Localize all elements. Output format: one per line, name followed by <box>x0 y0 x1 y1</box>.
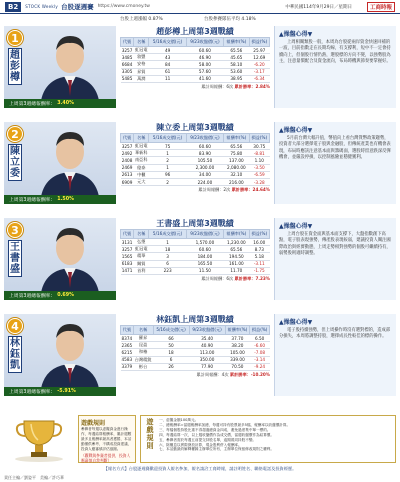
holdings-table-block <box>120 26 270 108</box>
table-header: 名稱 <box>134 134 149 143</box>
table-cell: 3257 <box>121 246 133 252</box>
table-row <box>121 61 270 68</box>
name-char: 林 <box>10 338 20 349</box>
rules-title: 遊戲規則 <box>81 420 106 427</box>
return-value: 1.50% <box>57 197 74 202</box>
table-cell: 羅昇 <box>133 335 153 342</box>
holdings-table-block <box>120 122 270 204</box>
table-header: 9/23收盤價(元) <box>186 230 223 239</box>
table-header: 9/23收盤價(元) <box>186 134 223 143</box>
name-char: 立 <box>10 157 20 168</box>
table-cell: 8374 <box>121 335 133 341</box>
table-cell: 2 <box>149 157 186 164</box>
table-row <box>121 171 270 178</box>
table-header-row <box>121 38 270 47</box>
return-value: 0.69% <box>57 293 74 298</box>
table-row <box>121 253 270 260</box>
holdings-table <box>120 325 270 371</box>
table-cell: 2,080.00 <box>224 164 250 171</box>
table-cell: 精華 <box>134 253 149 260</box>
table-cell: -3.17 <box>249 68 269 75</box>
table-cell: -9.24 <box>250 363 270 370</box>
holdings-table <box>120 37 270 83</box>
table-cell: 105.00 <box>225 349 250 356</box>
game-rule-item: 四、每週結算一次，以上週收盤價作為成交價，當週收盤價作為結算價。 <box>159 432 274 437</box>
table-cell: 53.60 <box>224 68 250 75</box>
table-cell: 虹冠電 <box>134 143 148 149</box>
table-cell: -6.59 <box>249 171 269 178</box>
name-char: 彭 <box>10 61 20 72</box>
table-cell: 25.97 <box>249 47 269 54</box>
table-cell: 1 <box>149 239 186 246</box>
table-cell: 6909 <box>121 179 133 185</box>
table-cell: 184.00 <box>186 253 223 260</box>
note-title: ▲操盤心得▼ <box>279 127 313 134</box>
table-cell: -6.20 <box>249 61 269 68</box>
table-row <box>121 239 270 246</box>
contestant-photo <box>4 314 116 396</box>
table-cell: 昆盈 <box>133 342 153 349</box>
trading-note <box>274 122 396 204</box>
game-rules-box <box>140 415 396 463</box>
table-cell: 60.60 <box>186 47 223 54</box>
table-cell: 元大 <box>134 178 149 185</box>
rules-box <box>78 415 136 463</box>
table-cell: 萬潤 <box>134 75 149 82</box>
table-cell: 3131 <box>121 239 133 245</box>
table-cell: 中櫃 <box>134 171 149 178</box>
table-cell: 77.90 <box>189 363 225 370</box>
return-label: 上周第3週總報酬率： <box>9 294 56 299</box>
game-rules-list <box>159 418 393 452</box>
trading-note <box>274 26 396 108</box>
cumulative-rate: 累計勝率：24.64% <box>231 187 270 193</box>
header-url[interactable]: https://www.cmoney.tw <box>97 4 150 9</box>
table-header: 5/16成交價(元) <box>149 38 186 47</box>
cumulative-rate: 累計勝率：7.23% <box>234 275 270 281</box>
table-cell: 66 <box>153 335 189 342</box>
table-cell: 45.65 <box>224 54 250 61</box>
table-cell: 194.50 <box>224 253 250 260</box>
contestant-panel <box>4 26 396 108</box>
table-cell: 30.75 <box>249 143 269 150</box>
name-char: 盛 <box>10 264 20 275</box>
table-row <box>121 164 270 171</box>
table-cell: 46.90 <box>186 54 223 61</box>
table-cell: 南亞科 <box>134 157 148 163</box>
table-cell: 223 <box>149 267 186 274</box>
table-cell: 2,300.00 <box>186 164 223 171</box>
table-row <box>121 143 270 150</box>
table-row <box>121 47 270 54</box>
table-cell: 75 <box>149 143 186 150</box>
table-cell: 37.70 <box>225 335 250 342</box>
page-header <box>0 0 400 14</box>
table-cell: 1 <box>149 150 186 157</box>
table-header: 5/16成交價(元) <box>153 326 189 335</box>
table-cell: -3.11 <box>249 260 269 267</box>
table-header: 損益(%) <box>249 230 269 239</box>
cumulative-weeks: 累計周報酬：4次 <box>196 371 229 377</box>
table-cell: 弘塑 <box>134 239 149 246</box>
table-cell: -3.50 <box>249 164 269 171</box>
header-date: 中華民國114年9月29日／星期日 <box>285 4 352 10</box>
return-label: 上周第3週總報酬率： <box>9 102 56 107</box>
table-cell: -3.14 <box>250 356 270 363</box>
trophy-graphic <box>4 415 74 463</box>
table-cell: -7.08 <box>250 349 270 356</box>
table-cell: 43 <box>149 54 186 61</box>
table-cell: 57.60 <box>186 68 223 75</box>
table-cell: 38.95 <box>224 75 250 82</box>
table-cell: -6.34 <box>249 75 269 82</box>
table-footer <box>120 84 270 90</box>
game-rule-item: 六、除權息以實際發放計算，現金股利併入報酬率。 <box>159 442 242 447</box>
game-rules-title: 遊戲規則 <box>146 418 154 450</box>
holdings-table-block <box>120 218 270 300</box>
table-cell: 1.10 <box>249 157 269 164</box>
table-row <box>121 342 270 349</box>
table-cell: 6.50 <box>250 335 270 342</box>
table-cell: 和椿 <box>133 349 153 356</box>
table-cell: 安格 <box>134 61 149 68</box>
table-cell: 113.00 <box>189 349 225 356</box>
newspaper-logo: 工商時報 <box>367 2 395 12</box>
contestant-panel <box>4 122 396 204</box>
table-cell: 96 <box>149 171 186 178</box>
table-header: 名稱 <box>133 326 153 335</box>
table-cell: 26 <box>153 363 189 370</box>
table-cell: 32.10 <box>224 171 250 178</box>
table-cell: 2492 <box>121 150 133 156</box>
contestant-photo <box>4 218 116 300</box>
table-cell: 3305 <box>121 69 133 75</box>
table-header-row <box>121 230 270 239</box>
table-cell: 350.00 <box>189 356 225 363</box>
weekly-return-bar <box>4 195 116 204</box>
table-cell: 18 <box>149 246 186 253</box>
table-cell: 165.50 <box>186 260 223 267</box>
table-cell: 60.60 <box>186 246 223 253</box>
table-title: 王書盛上周第3週戰績 <box>156 219 234 228</box>
table-cell: 11 <box>149 75 186 82</box>
game-rule-item: 二、總報酬率=當週報酬率加總，每週可持有股票最多5檔，報酬率以收盤價計算。 <box>159 422 291 427</box>
table-header: 報酬率(%) <box>225 326 250 335</box>
table-cell: 敘豐 <box>134 54 149 61</box>
table-row <box>121 335 270 342</box>
table-header: 5/16成交價(元) <box>149 230 186 239</box>
table-header: 代號 <box>121 326 134 335</box>
table-cell: 70.50 <box>225 363 250 370</box>
contestant-name <box>8 144 22 181</box>
cumulative-rate: 累計勝率：2.84% <box>234 83 270 89</box>
table-cell: 58.00 <box>186 61 223 68</box>
credits: 責任主編／劉姿平 美編／許巧華 <box>4 475 64 480</box>
table-cell: 35.40 <box>189 335 225 342</box>
table-cell: 5.18 <box>249 253 269 260</box>
table-header: 5/16成交價(元) <box>149 134 186 143</box>
table-cell: 2 <box>149 178 186 185</box>
table-row <box>121 75 270 82</box>
table-header: 報酬率(%) <box>224 134 250 143</box>
name-char: 陳 <box>10 146 20 157</box>
table-cell: 40.90 <box>189 342 225 349</box>
table-row <box>121 54 270 61</box>
table-cell: 3485 <box>121 54 133 60</box>
weekly-return-bar <box>4 291 116 300</box>
trading-note <box>274 218 396 300</box>
table-cell: 3257 <box>121 47 133 53</box>
table-cell: 虹冠電 <box>134 246 148 252</box>
table-cell: 83.90 <box>186 150 223 157</box>
name-char: 委 <box>10 168 20 179</box>
table-cell: 3 <box>149 253 186 260</box>
name-char: 書 <box>10 253 20 264</box>
table-row <box>121 363 270 370</box>
rank-badge: 2 <box>7 126 23 142</box>
holdings-table <box>120 133 270 186</box>
table-cell: 彬台 <box>133 363 153 370</box>
table-header-row <box>121 134 270 143</box>
table-cell: 105.50 <box>186 157 223 164</box>
table-header: 9/23收盤價(元) <box>189 326 225 335</box>
table-cell: 台灣精銳 <box>134 356 152 362</box>
holdings-table-block <box>120 314 270 396</box>
table-cell: 65.56 <box>224 143 250 150</box>
game-rule-item: 一、虛擬金額100萬元。 <box>159 418 199 422</box>
avg-summary: 台股參賽隊伍平均 4.18% <box>204 17 256 22</box>
table-cell: 1,230.00 <box>224 239 250 246</box>
table-cell: -1.75 <box>249 267 269 274</box>
trading-note <box>274 314 396 396</box>
taiex-summary: 台股上週漲幅 0.87% <box>120 17 163 22</box>
table-header: 報酬率(%) <box>224 230 250 239</box>
contestant-name <box>8 336 22 373</box>
table-footer <box>120 276 270 282</box>
contestant-panel <box>4 314 396 396</box>
table-footer <box>120 372 270 378</box>
table-cell: 6215 <box>121 349 133 355</box>
table-header: 代號 <box>121 230 134 239</box>
note-body: 電子股持續強勢，但上周操作時沒有選對標的，造成部分損失，本周將調整持股，選擇成長性較佳的標的操作。 <box>279 328 391 340</box>
note-title: ▲操盤心得▼ <box>279 223 313 230</box>
game-rule-item: 三、每檔個股持股比重不得超過總資金四成，避免過度集中單一標的。 <box>159 427 271 432</box>
table-title: 陳立委上周第3週戰績 <box>156 123 234 132</box>
table-cell: 6 <box>149 260 186 267</box>
table-cell: 3379 <box>121 364 133 370</box>
contestant-name <box>8 48 22 85</box>
return-label: 上周第3週總報酬率： <box>9 390 56 395</box>
table-header: 報酬率(%) <box>224 38 250 47</box>
table-title: 趙彭樽上周第3週戰績 <box>156 27 234 36</box>
trophy-icon <box>4 415 74 463</box>
table-cell: 1,570.00 <box>186 239 223 246</box>
signup-note: 【報名方式】台股逐週賽歡迎投資人報名參加，報名請洽工商時報，請註明姓名、聯絡電話及投資經歷。 <box>103 466 297 471</box>
note-body: 上周相關類股一般，本周為台股從兩岸資金快速回補的一波，目前指數走在長期均線，有支撐利，短中不一定會持續向上，但個股行情仍熱，選股標的方向不變，以強勢股為主，注意量價配合及資金流向，布局時機與節奏要掌握好。 <box>279 40 391 65</box>
table-cell: 6684 <box>121 61 133 67</box>
table-header: 代號 <box>121 38 134 47</box>
rank-badge: 4 <box>7 318 23 334</box>
table-cell: 137.00 <box>224 157 250 164</box>
table-cell: 50 <box>153 342 189 349</box>
table-header: 代號 <box>121 134 134 143</box>
note-title: ▲操盤心得▼ <box>279 319 313 326</box>
cumulative-weeks: 累計周報酬：6次 <box>201 275 234 281</box>
cumulative-rate: 累計勝率：-10.20% <box>229 371 270 377</box>
rank-badge: 3 <box>7 222 23 238</box>
paper-name: STOCK Weekly <box>25 4 59 9</box>
table-cell: 6183 <box>121 261 133 267</box>
weekly-return-bar <box>4 99 116 108</box>
table-cell: 關貿 <box>134 260 149 267</box>
rules-body: 參賽者每週以虛擬資金進行操作，每週結算報酬率，累計週數最多且報酬率最高者獲勝，本活動僅供參考，不構成投資建議，投資人應審慎評估風險。 <box>81 427 132 451</box>
table-cell: -8.81 <box>249 150 269 157</box>
section-title: 台股逐週賽 <box>61 3 94 11</box>
table-cell: 11.70 <box>224 267 250 274</box>
table-row <box>121 178 270 185</box>
note-body: 上周台股在資金面與基本面支撐下，大盤指數創下高點，電子股表現強勢，傳產股表現較弱，建議投資人關注國際政治與經濟動態，上周走勢相對強勢的個股可繼續持有，弱勢股則適時調整。 <box>279 232 391 257</box>
table-cell: 2365 <box>121 342 133 348</box>
table-cell: 2613 <box>121 172 133 178</box>
table-cell: 8.73 <box>249 246 269 253</box>
table-cell: 60.60 <box>186 143 223 150</box>
table-row <box>121 260 270 267</box>
name-char: 王 <box>10 242 20 253</box>
note-body: 5月前台灣大幅升值，幣值向上看台灣貨幣政策趨勢，投資者大部分選擇電子股與金融股，但傳統產業也有機會表現，布局時應該注意基本面與籌碼面，選股時留意跌深反彈機會，並嚴設停損，以控制風險並穩健獲利。 <box>279 136 391 161</box>
return-value: -5.91% <box>57 389 76 394</box>
table-row <box>121 68 270 75</box>
table-cell: 41.60 <box>186 75 223 82</box>
contestant-photo <box>4 122 116 204</box>
table-cell: 億泰 <box>134 164 149 171</box>
name-char: 鈺 <box>10 349 20 360</box>
table-row <box>121 267 270 274</box>
table-cell: 216.00 <box>224 178 250 185</box>
table-row <box>121 349 270 356</box>
table-row <box>121 246 270 253</box>
table-cell: 11.50 <box>186 267 223 274</box>
weekly-return-bar <box>4 387 116 396</box>
table-cell: 18 <box>153 349 189 356</box>
table-row <box>121 157 270 164</box>
table-cell: 58.10 <box>224 61 250 68</box>
return-label: 上周第3週總報酬率： <box>9 198 56 203</box>
table-cell: 3257 <box>121 143 133 149</box>
name-char: 凱 <box>10 360 20 371</box>
table-header: 損益(%) <box>249 38 269 47</box>
table-title: 林鈺凱上周第3週戰績 <box>156 315 234 324</box>
table-cell: 65.56 <box>224 47 250 54</box>
bottom-section <box>4 415 396 463</box>
table-cell: 5485 <box>121 76 133 82</box>
note-title: ▲操盤心得▼ <box>279 31 313 38</box>
table-cell: 4583 <box>121 357 133 363</box>
table-cell: 38.20 <box>225 342 250 349</box>
table-header: 損益(%) <box>250 326 270 335</box>
rules-disclaimer: （觀戰與參賽者提供，投資人應審慎自我判斷） <box>81 453 131 463</box>
table-cell: 84 <box>149 61 186 68</box>
name-char: 趙 <box>10 50 20 61</box>
table-cell: 6 <box>153 356 189 363</box>
table-cell: 65.56 <box>224 246 250 253</box>
holdings-table <box>120 229 270 275</box>
table-cell: 虹冠電 <box>134 47 148 53</box>
name-char: 樽 <box>10 72 20 83</box>
table-row <box>121 150 270 157</box>
cumulative-weeks: 累計周報酬：2次 <box>198 187 231 193</box>
contestant-panel <box>4 218 396 300</box>
table-cell: 224.00 <box>186 178 223 185</box>
table-cell: 2408 <box>121 157 133 163</box>
table-cell: 161.00 <box>224 260 250 267</box>
table-cell: 華新科 <box>134 150 148 156</box>
table-cell: 61 <box>149 68 186 75</box>
table-header: 名稱 <box>134 38 149 47</box>
table-cell: 12.69 <box>249 54 269 61</box>
table-cell: 339.00 <box>225 356 250 363</box>
table-header: 9/23收盤價(元) <box>186 38 223 47</box>
return-value: 3.40% <box>57 101 74 106</box>
table-cell: 1 <box>149 164 186 171</box>
table-cell: 75.80 <box>224 150 250 157</box>
cumulative-weeks: 累計周報酬：6次 <box>201 83 234 89</box>
table-cell: 1471 <box>121 268 133 274</box>
table-header-row <box>121 326 270 335</box>
game-rule-item: 五、參賽者需於每週五前提交持股名單，逾期視同持股不變。 <box>159 437 257 442</box>
table-cell: 首利 <box>134 267 149 274</box>
rank-badge: 1 <box>7 30 23 46</box>
table-cell: 49 <box>149 47 186 54</box>
table-cell: 34.00 <box>186 171 223 178</box>
table-header: 損益(%) <box>249 134 269 143</box>
table-footer <box>120 187 270 193</box>
table-cell: 16.00 <box>249 239 269 246</box>
table-cell: -3.28 <box>249 178 269 185</box>
contestant-photo <box>4 26 116 108</box>
table-cell: 2469 <box>121 165 133 171</box>
table-cell: 1565 <box>121 253 133 259</box>
table-row <box>121 356 270 363</box>
table-header: 名稱 <box>134 230 149 239</box>
page-number: B2 <box>5 2 21 12</box>
contestant-name <box>8 240 22 277</box>
game-rule-item: 七、本活動最終解釋權歸主辦單位所有，主辦單位保留修改規則之權利。 <box>159 447 274 452</box>
table-cell: 昇貿 <box>134 68 149 75</box>
table-cell: -6.60 <box>250 342 270 349</box>
